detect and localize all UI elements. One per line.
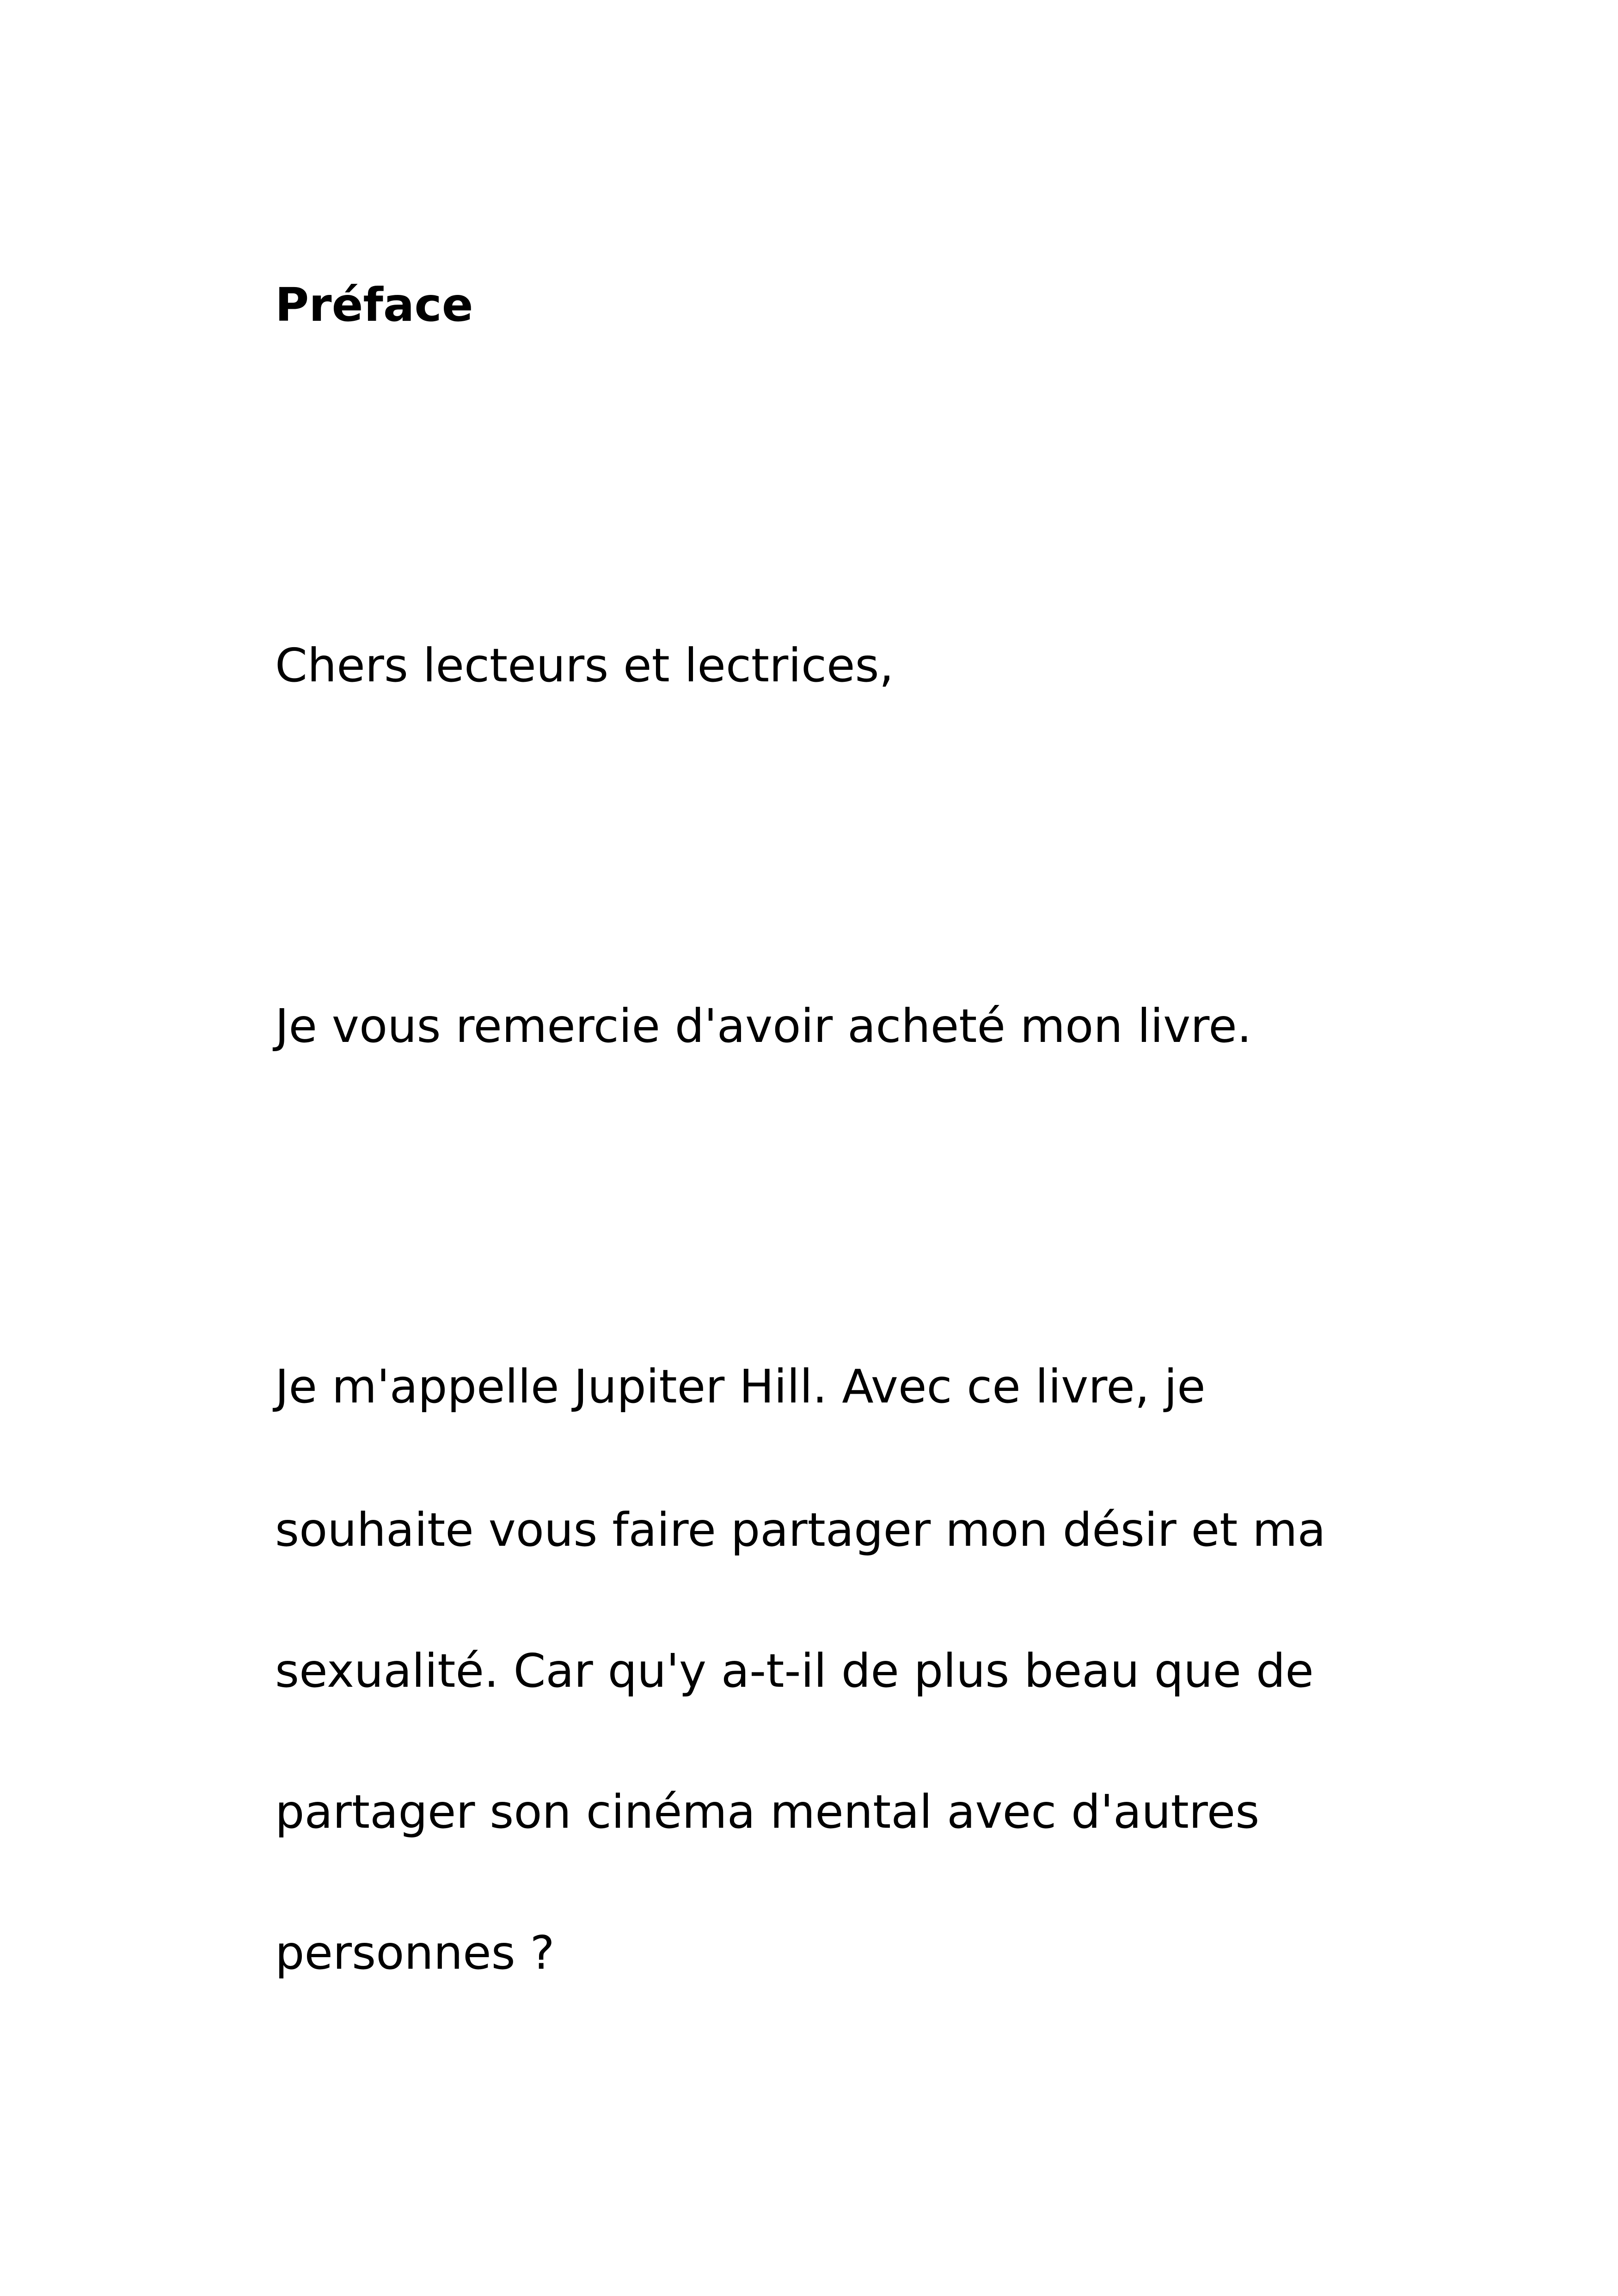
paragraph-line: souhaite vous faire partager mon désir et ma	[275, 1503, 1326, 1557]
page-title: Préface	[275, 278, 473, 332]
greeting-line: Chers lecteurs et lectrices,	[275, 638, 894, 692]
paragraph-line: sexualité. Car qu'y a-t-il de plus beau que de	[275, 1644, 1314, 1698]
paragraph-line: partager son cinéma mental avec d'autres	[275, 1785, 1260, 1839]
thanks-line: Je vous remercie d'avoir acheté mon livre.	[275, 999, 1252, 1053]
paragraph-line: personnes ?	[275, 1926, 555, 1980]
paragraph-line: Je m'appelle Jupiter Hill. Avec ce livre, je	[275, 1359, 1206, 1414]
